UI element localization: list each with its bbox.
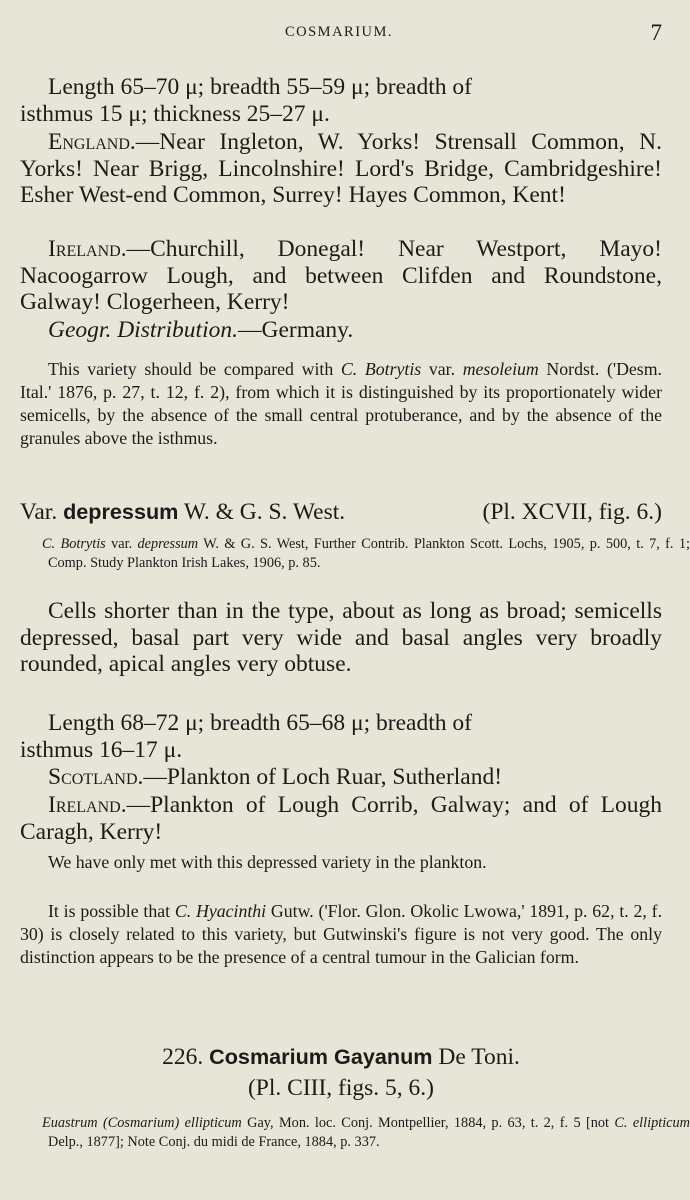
species-number: 226. bbox=[162, 1044, 210, 1070]
species-name: C. Botrytis bbox=[340, 359, 422, 379]
species-name: C. Botrytis bbox=[42, 536, 106, 552]
genus-name: Euastrum (Cosmarium) ellipticum bbox=[42, 1115, 242, 1131]
variety-title: depressum bbox=[63, 499, 179, 524]
page-header bbox=[0, 20, 678, 50]
locality-england bbox=[20, 129, 662, 209]
measurements-line-1: Length 68–72 μ; breadth 65–68 μ; breadth of bbox=[48, 710, 472, 736]
country-label-england: England. bbox=[48, 129, 136, 155]
note-text: Nordst. ('Desm. Ital.' 1876, p. 27, t. 12, f. 2), from which it is distinguished by its proportionately wider semicells, by the absence of the small central protuberance, and by the absence of the granules above the isthmus. bbox=[20, 359, 663, 448]
variety-heading bbox=[20, 498, 662, 526]
comparison-note bbox=[20, 358, 662, 450]
note-text: This variety should be compared with bbox=[48, 359, 341, 379]
citation-text: W. & G. S. West, Further Contrib. Plankton Scott. Lochs, 1905, p. 500, t. 7, f. 1; Comp. Study Plankton Irish Lakes, 1906, p. 85. bbox=[48, 536, 690, 571]
measurements-paragraph bbox=[20, 74, 662, 127]
locality-ireland-2 bbox=[20, 792, 662, 845]
locality-ireland bbox=[20, 236, 662, 316]
locality-text: —Plankton of Loch Ruar, Sutherland! bbox=[143, 764, 503, 790]
note-text: var. bbox=[421, 359, 463, 379]
locality-text: —Plankton of Lough Corrib, Galway; and of Lough Caragh, Kerry! bbox=[20, 792, 662, 845]
description-paragraph: Cells shorter than in the type, about as long as broad; semicells depressed, basal part very wide and basal angles very broadly rounded, apical angles very obtuse. bbox=[20, 598, 662, 677]
citation-text: Gay, Mon. loc. Conj. Montpellier, 1884, p. 63, t. 2, f. 5 [not bbox=[241, 1115, 615, 1131]
measurements-line-2: isthmus 15 μ; thickness 25–27 μ. bbox=[20, 100, 330, 127]
species-name: C. ellipticum bbox=[614, 1115, 690, 1131]
species-plate-reference: (Pl. CIII, figs. 5, 6.) bbox=[247, 1075, 435, 1101]
variety-prefix: Var. bbox=[20, 499, 64, 525]
species-title: Cosmarium Gayanum bbox=[209, 1044, 433, 1069]
locality-text: —Near Ingleton, W. Yorks! Strensall Common, N. Yorks! Near Brigg, Lincolnshire! Lord's Bridge, Cambridgeshire! Esher West-end Common, Surrey! Hayes Common, Kent! bbox=[20, 129, 662, 208]
measurements-line-2: isthmus 16–17 μ. bbox=[20, 736, 183, 763]
distribution-label: Geogr. Distribution. bbox=[48, 317, 238, 343]
variety-authors: W. & G. S. West. bbox=[178, 499, 346, 525]
related-species-note bbox=[20, 900, 662, 969]
note-text: Gutw. ('Flor. Glon. Okolic Lwowa,' 1891, p. 62, t. 2, f. 30) is closely related to this variety, but Gutwinski's figure is not very good. The only distinction appears to be the presence of a central tumour in the Galician form. bbox=[20, 901, 663, 967]
geographic-distribution bbox=[20, 317, 662, 344]
distribution-text: —Germany. bbox=[237, 317, 354, 343]
country-label-ireland: Ireland. bbox=[48, 236, 127, 262]
running-title: COSMARIUM. bbox=[284, 24, 394, 40]
species-heading bbox=[20, 1043, 662, 1071]
synonym-citation bbox=[20, 535, 690, 572]
page-number: 7 bbox=[650, 20, 662, 45]
plate-reference: (Pl. XCVII, fig. 6.) bbox=[482, 499, 662, 525]
locality-scotland bbox=[20, 764, 662, 791]
measurements-line-1: Length 65–70 μ; breadth 55–59 μ; breadth of bbox=[48, 74, 472, 100]
citation-text: Delp., 1877]; Note Conj. du midi de France, 1884, p. 337. bbox=[48, 1133, 380, 1150]
species-citation bbox=[20, 1114, 690, 1151]
note-text: It is possible that bbox=[48, 901, 175, 921]
plankton-note: We have only met with this depressed variety in the plankton. bbox=[48, 852, 487, 872]
variety-name: depressum bbox=[137, 536, 199, 552]
variety-name: mesoleium bbox=[462, 359, 539, 379]
measurements-paragraph-2 bbox=[20, 710, 662, 763]
country-label-ireland: Ireland. bbox=[48, 792, 127, 818]
species-author: De Toni. bbox=[432, 1044, 520, 1070]
locality-text: —Churchill, Donegal! Near Westport, Mayo! Nacoogarrow Lough, and between Clifden and Roundstone, Galway! Clogerheen, Kerry! bbox=[20, 236, 662, 315]
country-label-scotland: Scotland. bbox=[48, 764, 144, 790]
citation-text: var. bbox=[105, 536, 138, 552]
species-name: C. Hyacinthi bbox=[174, 901, 267, 921]
